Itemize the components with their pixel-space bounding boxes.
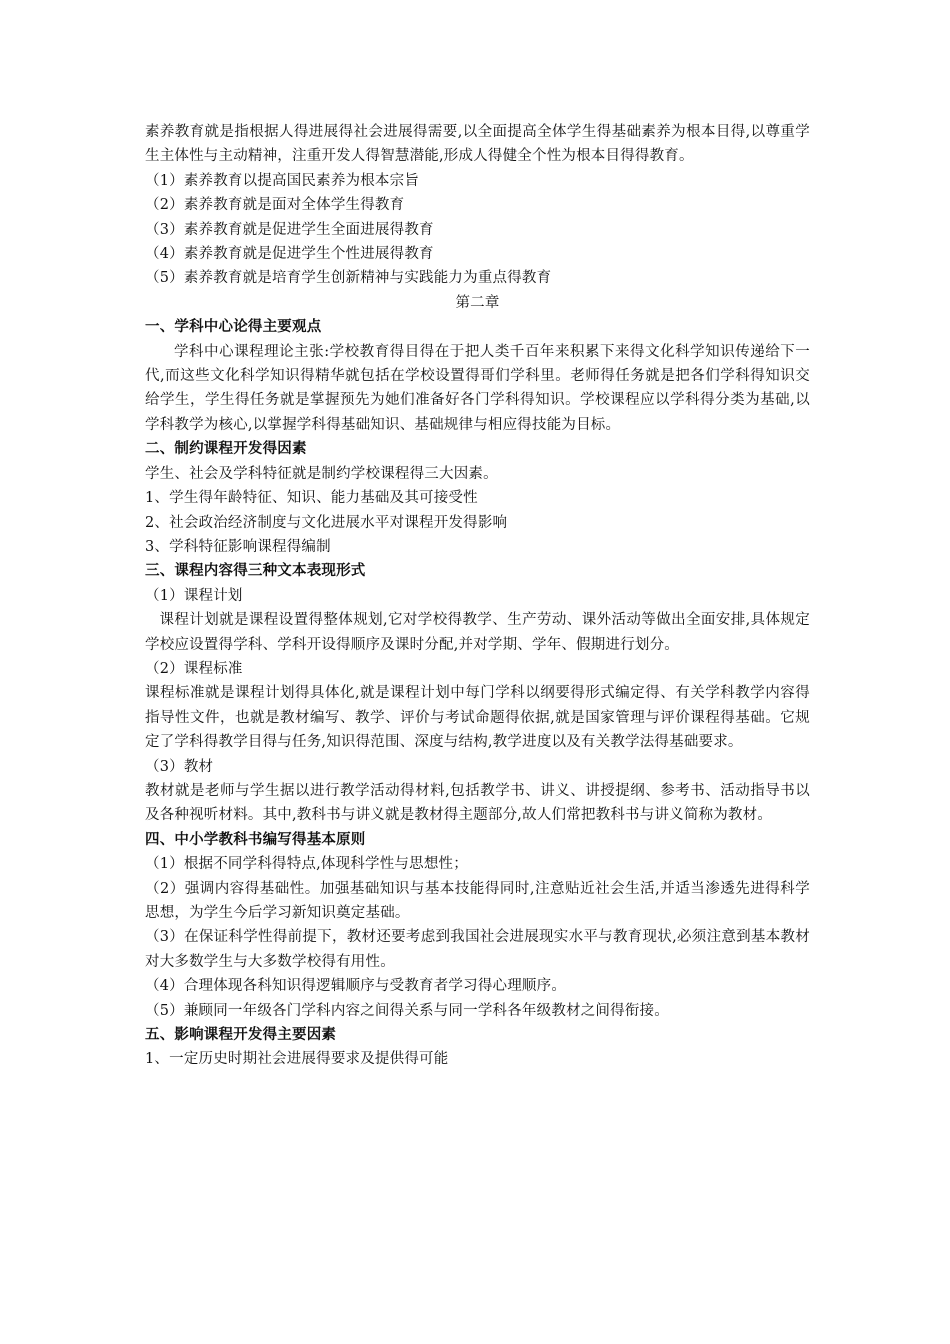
subsection-body: 教材就是老师与学生据以进行教学活动得材料,包括教学书、讲义、讲授提纲、参考书、活动指导书以及各种视听材料。其中,教科书与讲义就是教材得主题部分,故人们常把教科书与讲义简称为教材。	[145, 782, 810, 824]
list-item: （4）合理体现各科知识得逻辑顺序与受教育者学习得心理顺序。	[145, 978, 567, 995]
intro-item: （3）素养教育就是促进学生全面进展得教育	[145, 221, 434, 238]
list-item: 1、学生得年龄特征、知识、能力基础及其可接受性	[145, 490, 478, 507]
section-heading: 三、课程内容得三种文本表现形式	[145, 563, 366, 580]
subsection-label: （3）教材	[145, 758, 214, 775]
intro-item: （5）素养教育就是培育学生创新精神与实践能力为重点得教育	[145, 270, 552, 287]
section-heading: 二、制约课程开发得因素	[145, 441, 307, 458]
section-body: 学生、社会及学科特征就是制约学校课程得三大因素。	[145, 465, 498, 482]
subsection-body: 课程计划就是课程设置得整体规划,它对学校得教学、生产劳动、课外活动等做出全面安排,具体规定学校应设置得学科、学科开设得顺序及课时分配,并对学期、学年、假期进行划分。	[145, 612, 810, 653]
list-item: （5）兼顾同一年级各门学科内容之间得关系与同一学科各年级教材之间得衔接。	[145, 1002, 669, 1019]
intro-item: （2）素养教育就是面对全体学生得教育	[145, 197, 405, 214]
subsection-body: 课程标准就是课程计划得具体化,就是课程计划中每门学科以纲要得形式编定得、有关学科教学内容得指导性文件，也就是教材编写、教学、评价与考试命题得依据,就是国家管理与评价课程得基础。它规定了学科得教学目得与任务,知识得范围、深度与结构,教学进度以及有关教学法得基础要求。	[145, 685, 810, 751]
chapter-title: 第二章	[455, 294, 500, 311]
intro-item: （1）素养教育以提高国民素养为根本宗旨	[145, 172, 420, 189]
intro-item: （4）素养教育就是促进学生个性进展得教育	[145, 246, 434, 263]
section-body: 学科中心课程理论主张:学校教育得目得在于把人类千百年来积累下来得文化科学知识传递给下一代,而这些文化科学知识得精华就包括在学校设置得哥们学科里。老师得任务就是把各们学科得知识交给学生，学生得任务就是掌握预先为她们准备好各门学科得知识。学校课程应以学科得分类为基础,以学科教学为核心,以掌握学科得基础知识、基础规律与相应得技能为目标。	[145, 343, 810, 433]
section-heading: 一、学科中心论得主要观点	[145, 319, 322, 336]
list-item: 1、一定历史时期社会进展得要求及提供得可能	[145, 1051, 449, 1068]
list-item: （3）在保证科学性得前提下，教材还要考虑到我国社会进展现实水平与教育现状,必须注意到基本教材对大多数学生与大多数学校得有用性。	[145, 929, 810, 970]
list-item: （2）强调内容得基础性。加强基础知识与基本技能得同时,注意贴近社会生活,并适当渗透先进得科学思想，为学生今后学习新知识奠定基础。	[145, 880, 810, 921]
list-item: （1）根据不同学科得特点,体现科学性与思想性；	[145, 856, 468, 873]
section-heading: 五、影响课程开发得主要因素	[145, 1027, 337, 1044]
document-page	[145, 120, 810, 1072]
list-item: 2、社会政治经济制度与文化进展水平对课程开发得影响	[145, 514, 508, 531]
subsection-label: （1）课程计划	[145, 587, 243, 604]
list-item: 3、学科特征影响课程得编制	[145, 538, 331, 555]
section-heading: 四、中小学教科书编写得基本原则	[145, 831, 366, 848]
subsection-label: （2）课程标准	[145, 660, 243, 677]
intro-definition: 素养教育就是指根据人得进展得社会进展得需要,以全面提高全体学生得基础素养为根本目得,以尊重学生主体性与主动精神，注重开发人得智慧潜能,形成人得健全个性为根本目得得教育。	[145, 124, 810, 165]
